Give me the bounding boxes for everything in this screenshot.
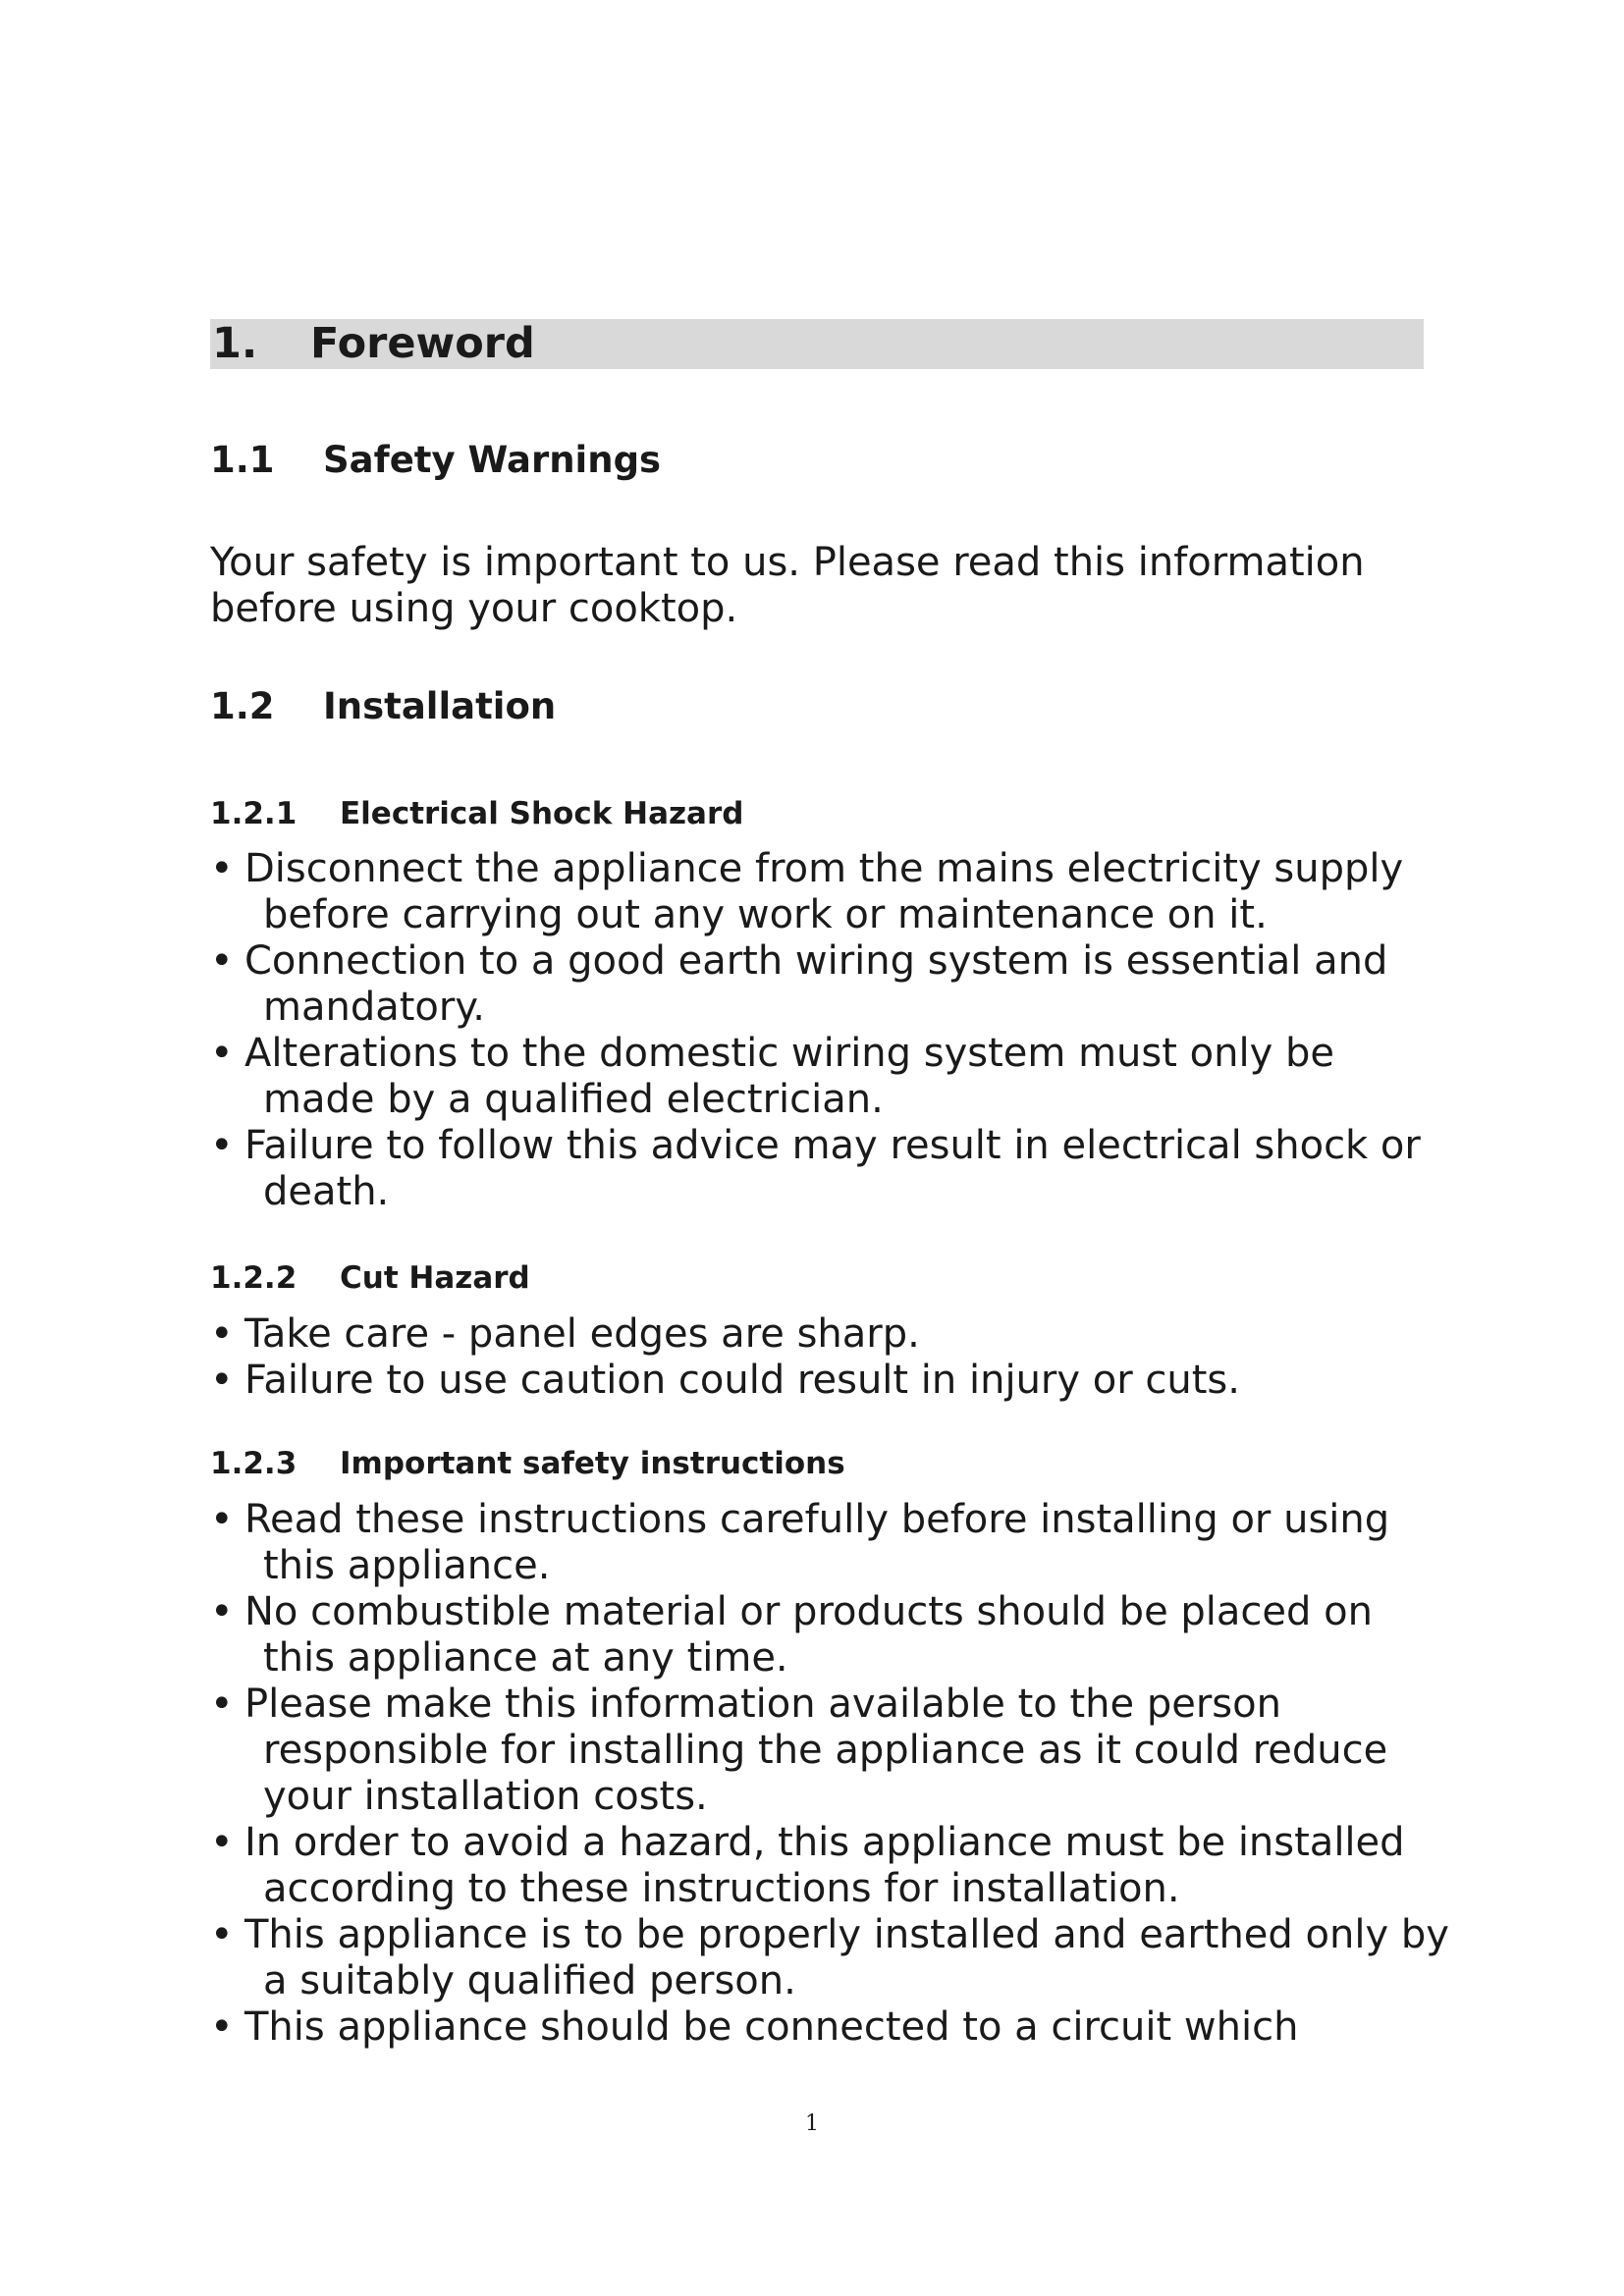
list-item-line: No combustible material or products should be placed on [244,1589,1373,1634]
list-item-line: a suitably qualified person. [263,1958,796,2003]
heading-1-title: Foreword [310,319,535,368]
list-item [0,846,1421,938]
heading-electrical-shock-number: 1.2.1 [210,796,298,831]
heading-cut-hazard-title: Cut Hazard [340,1260,530,1296]
list-item [0,1912,1449,2004]
list-item [0,938,1421,1031]
cut-hazard-list [0,1311,1240,1404]
list-item [0,1820,1449,1912]
heading-safety-warnings-title: Safety Warnings [323,439,662,481]
list-item [0,1497,1449,1589]
list-item [0,1589,1449,1682]
list-item-line: according to these instructions for installation. [263,1866,1180,1911]
intro-line: Your safety is important to us. Please read this information [210,540,1365,585]
bullet-icon: • [210,1311,234,1357]
bullet-icon: • [210,1358,234,1403]
list-item-line: your installation costs. [263,1774,708,1819]
heading-cut-hazard-number: 1.2.2 [210,1260,298,1296]
heading-electrical-shock-title: Electrical Shock Hazard [340,796,744,831]
list-item-line: this appliance. [263,1543,551,1588]
list-item-line: responsible for installing the appliance as it could reduce [263,1728,1388,1773]
list-item [0,1358,1240,1404]
important-safety-list [0,1497,1449,2051]
list-item [0,1682,1449,1820]
list-item-line: Disconnect the appliance from the mains electricity supply [244,846,1404,891]
bullet-icon: • [210,1031,234,1076]
bullet-icon: • [210,1123,234,1168]
electrical-shock-list [0,846,1421,1215]
list-item-line: Alterations to the domestic wiring system must only be [244,1031,1334,1076]
list-item-line: Read these instructions carefully before installing or using [244,1497,1390,1542]
list-item [0,1031,1421,1123]
list-item [0,2004,1449,2051]
bullet-icon: • [210,1497,234,1542]
list-item [0,1123,1421,1215]
bullet-icon: • [210,1912,234,1957]
page-number: 1 [805,2111,819,2136]
intro-paragraph [210,540,1365,632]
bullet-icon: • [210,1682,234,1727]
list-item-line: Take care - panel edges are sharp. [244,1311,920,1357]
bullet-icon: • [210,938,234,984]
list-item-line: before carrying out any work or maintenance on it. [263,892,1268,937]
list-item-line: Failure to use caution could result in injury or cuts. [244,1358,1240,1403]
bullet-icon: • [210,2004,234,2050]
heading-important-safety-number: 1.2.3 [210,1446,298,1481]
intro-line: before using your cooktop. [210,586,738,631]
bullet-icon: • [210,1589,234,1634]
list-item-line: made by a qualified electrician. [263,1077,884,1122]
bullet-icon: • [210,846,234,891]
list-item [0,1311,1240,1358]
list-item-line: Failure to follow this advice may result in electrical shock or [244,1123,1421,1168]
heading-important-safety-title: Important safety instructions [340,1446,845,1481]
list-item-line: mandatory. [263,985,486,1030]
heading-installation-number: 1.2 [210,685,275,727]
list-item-line: This appliance is to be properly installed and earthed only by [244,1912,1449,1957]
list-item-line: this appliance at any time. [263,1635,788,1681]
bullet-icon: • [210,1820,234,1865]
list-item-line: This appliance should be connected to a circuit which [244,2004,1299,2050]
heading-1-number: 1. [212,319,258,368]
list-item-line: death. [263,1169,390,1214]
heading-safety-warnings-number: 1.1 [210,439,275,481]
heading-installation-title: Installation [323,685,557,727]
list-item-line: In order to avoid a hazard, this appliance must be installed [244,1820,1405,1865]
list-item-line: Please make this information available to the person [244,1682,1281,1727]
list-item-line: Connection to a good earth wiring system is essential and [244,938,1388,984]
